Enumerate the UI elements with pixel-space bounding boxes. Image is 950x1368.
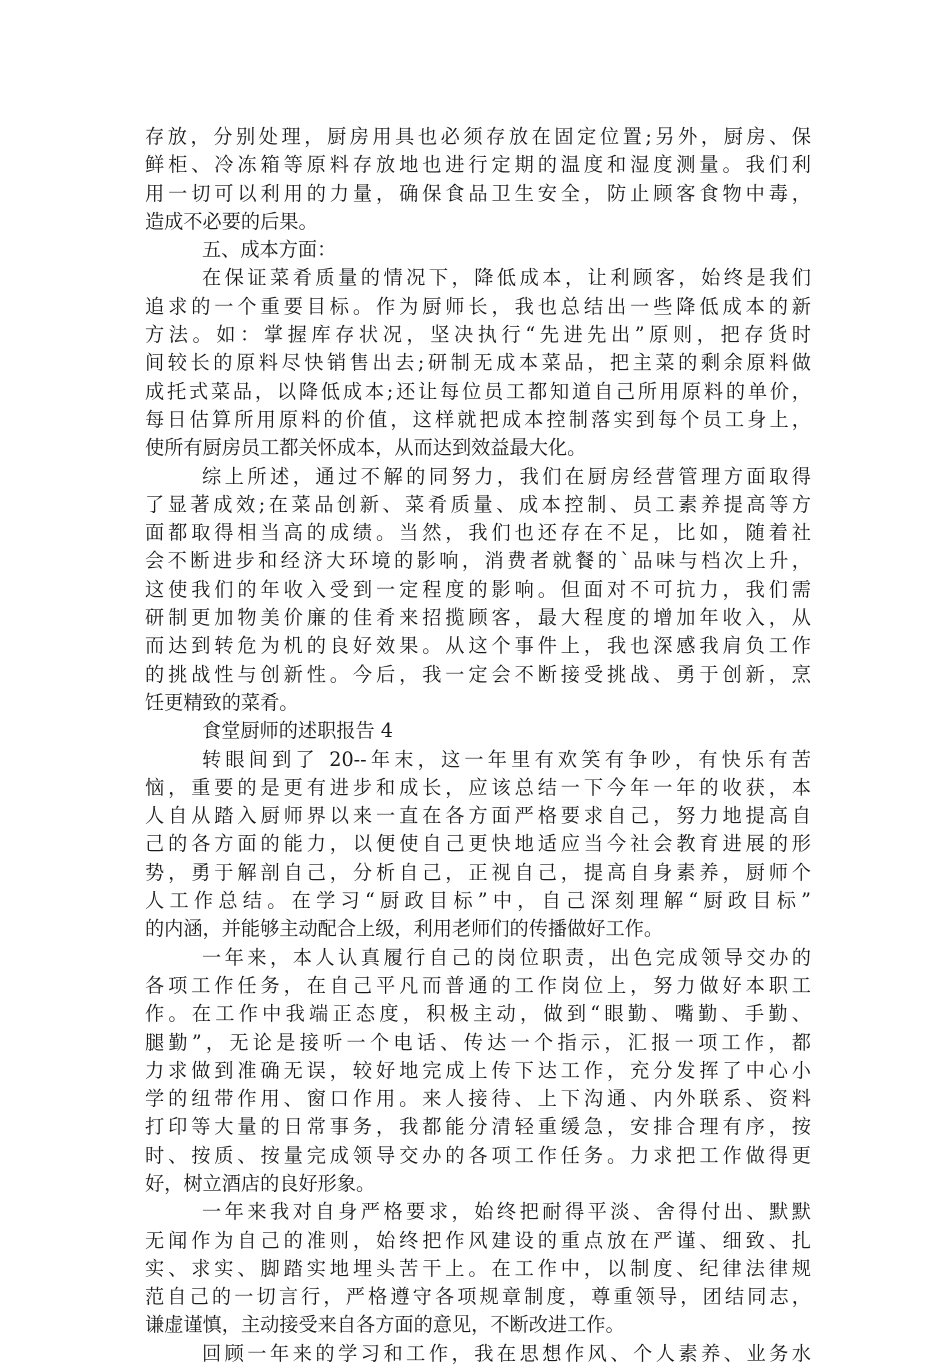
- text-line: 谦虚谨慎，主动接受来自各方面的意见，不断改进工作。: [145, 1313, 625, 1337]
- text-line: 会不断进步和经济大环境的影响，消费者就餐的`品味与档次上升，: [145, 549, 811, 573]
- text-line: 研制更加物美价廉的佳肴来招揽顾客，最大程度的增加年收入，从: [145, 606, 811, 630]
- text-line: 综上所述，通过不解的同努力，我们在厨房经营管理方面取得: [202, 464, 811, 488]
- text-line: 在保证菜肴质量的情况下，降低成本，让利顾客，始终是我们: [202, 266, 811, 290]
- text-line: 追求的一个重要目标。作为厨师长，我也总结出一些降低成本的新: [145, 294, 811, 318]
- text-line: 腿勤”，无论是接听一个电话、传达一个指示，汇报一项工作，都: [145, 1030, 811, 1054]
- text-line: 存放，分别处理，厨房用具也必须存放在固定位置;另外，厨房、保: [145, 125, 811, 148]
- text-line: 实、求实、脚踏实地埋头苦干上。在工作中，以制度、纪律法律规: [145, 1256, 811, 1280]
- text-line: 鲜柜、冷冻箱等原料存放地也进行定期的温度和湿度测量。我们利: [145, 153, 811, 177]
- text-line: 使所有厨房员工都关怀成本，从而达到效益最大化。: [145, 436, 587, 460]
- text-line: 恼，重要的是更有进步和成长，应该总结一下今年一年的收获，本: [145, 775, 811, 799]
- text-line: 作。在工作中我端正态度，积极主动，做到“眼勤、嘴勤、手勤、: [145, 1002, 811, 1026]
- text-line: 用一切可以利用的力量，确保食品卫生安全，防止顾客食物中毒，: [145, 181, 811, 205]
- text-line: 人工作总结。在学习“厨政目标”中，自己深刻理解“厨政目标”: [145, 889, 811, 913]
- text-line: 每日估算所用原料的价值，这样就把成本控制落实到每个员工身上，: [145, 407, 811, 431]
- text-line: 力求做到准确无误，较好地完成上传下达工作，充分发挥了中心小: [145, 1058, 811, 1082]
- text-line: 的内涵，并能够主动配合上级，利用老师们的传播做好工作。: [145, 917, 664, 941]
- text-line: 间较长的原料尽快销售出去;研制无成本菜品，把主菜的剩余原料做: [145, 351, 811, 375]
- text-line: 一年来我对自身严格要求，始终把耐得平淡、舍得付出、默默: [202, 1200, 811, 1224]
- text-line: 学的纽带作用、窗口作用。来人接待、上下沟通、内外联系、资料: [145, 1087, 811, 1111]
- text-line: 势，勇于解剖自己，分析自己，正视自己，提高自身素养，厨师个: [145, 860, 811, 884]
- text-line: 回顾一年来的学习和工作，我在思想作风、个人素养、业务水: [202, 1341, 811, 1365]
- text-line: 的挑战性与创新性。今后，我一定会不断接受挑战、勇于创新，烹: [145, 662, 811, 686]
- text-line: 而达到转危为机的良好效果。从这个事件上，我也深感我肩负工作: [145, 634, 811, 658]
- text-line: 方法。如：掌握库存状况，坚决执行“先进先出”原则，把存货时: [145, 323, 811, 347]
- text-line: 人自从踏入厨师界以来一直在各方面严格要求自己，努力地提高自: [145, 804, 811, 828]
- text-line: 无闻作为自己的准则，始终把作风建设的重点放在严谨、细致、扎: [145, 1228, 811, 1252]
- text-line: 这使我们的年收入受到一定程度的影响。但面对不可抗力，我们需: [145, 577, 811, 601]
- text-line: 好，树立酒店的良好形象。: [145, 1171, 376, 1195]
- document-body: [145, 123, 811, 1368]
- text-line: 打印等大量的日常事务，我都能分清轻重缓急，安排合理有序，按: [145, 1115, 811, 1139]
- text-line: 时、按质、按量完成领导交办的各项工作任务。力求把工作做得更: [145, 1143, 811, 1167]
- text-line: 面都取得相当高的成绩。当然，我们也还存在不足，比如，随着社: [145, 521, 811, 545]
- text-line: 己的各方面的能力，以便使自己更快地适应当今社会教育进展的形: [145, 832, 811, 856]
- text-line: 范自己的一切言行，严格遵守各项规章制度，尊重领导，团结同志，: [145, 1285, 811, 1309]
- text-line: 饪更精致的菜肴。: [145, 690, 299, 714]
- text-line: 造成不必要的后果。: [145, 209, 318, 233]
- text-line: 各项工作任务，在自己平凡而普通的工作岗位上，努力做好本职工: [145, 973, 811, 997]
- section-heading: 食堂厨师的述职报告 4: [202, 719, 393, 743]
- text-line: 成托式菜品，以降低成本;还让每位员工都知道自己所用原料的单价，: [145, 379, 811, 403]
- text-line: 转眼间到了 20--年末，这一年里有欢笑有争吵，有快乐有苦: [202, 747, 811, 771]
- text-line: 一年来，本人认真履行自己的岗位职责，出色完成领导交办的: [202, 945, 811, 969]
- text-line: 了显著成效;在菜品创新、菜肴质量、成本控制、员工素养提高等方: [145, 492, 811, 516]
- section-heading: 五、成本方面：: [202, 238, 337, 262]
